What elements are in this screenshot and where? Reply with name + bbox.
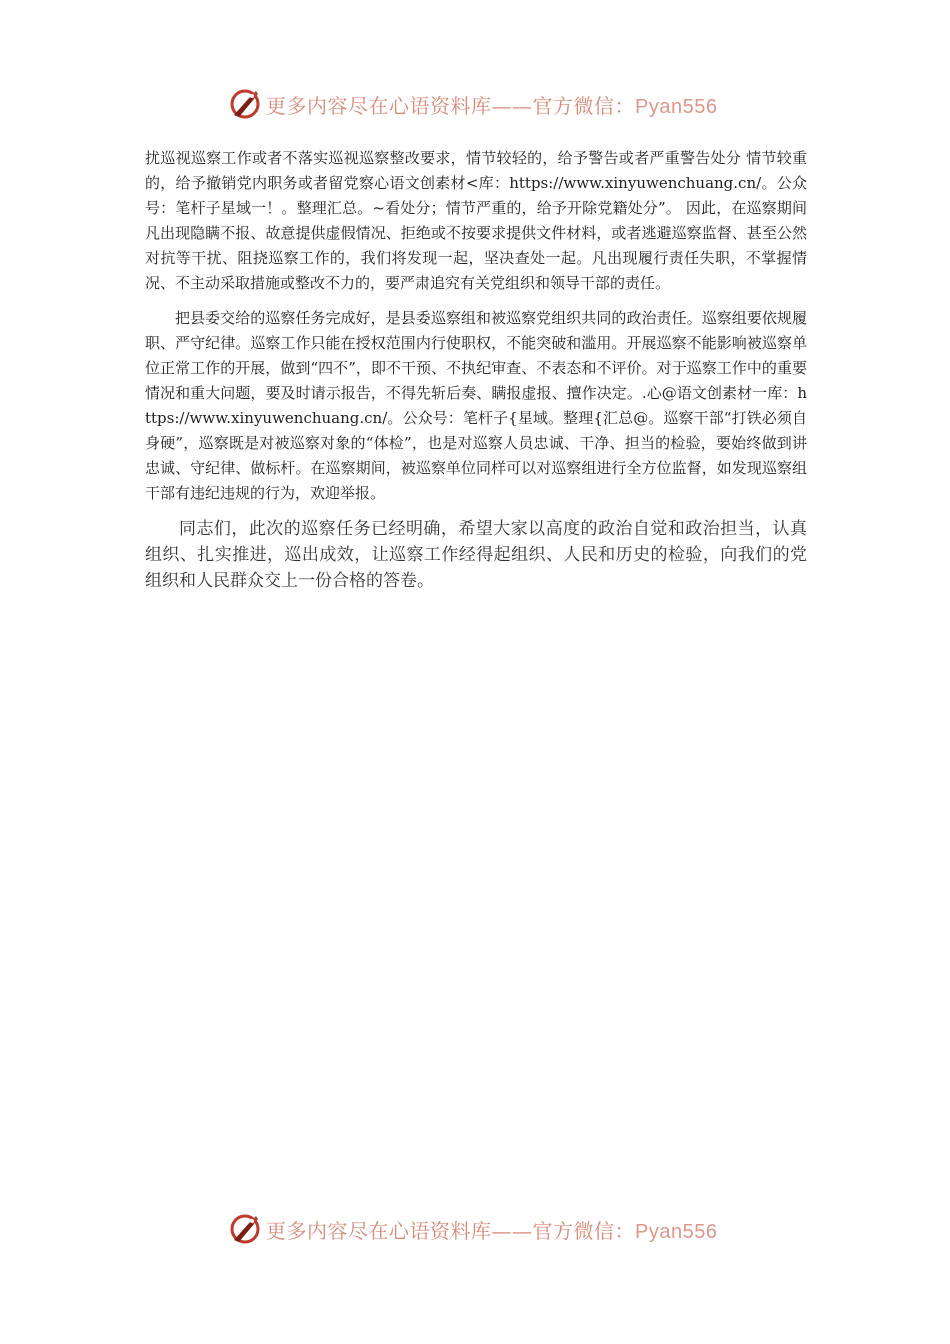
- banner-wechat-label: 官方微信：: [532, 1218, 635, 1243]
- banner-wechat-id: Pyan556: [635, 1220, 718, 1243]
- banner-dash: ——: [491, 1218, 533, 1243]
- paragraph-3: 同志们，此次的巡察任务已经明确，希望大家以高度的政治自觉和政治担当，认真组织、扎实推进，巡出成效，让巡察工作经得起组织、人民和历史的检验，向我们的党组织和人民群众交上一份合格的答卷。: [145, 519, 807, 591]
- banner-wechat-label: 官方微信：: [532, 93, 635, 118]
- banner-wechat-id: Pyan556: [635, 95, 718, 118]
- document-body: [145, 146, 807, 594]
- banner-title: 更多内容尽在心语资料库: [266, 1218, 492, 1243]
- banner-dash: ——: [491, 93, 533, 118]
- banner-title: 更多内容尽在心语资料库: [266, 93, 492, 118]
- header-banner: [228, 84, 748, 124]
- paragraph-1: 扰巡视巡察工作或者不落实巡视巡察整改要求，情节较轻的，给予警告或者严重警告处分 情节较重的，给予撤销党内职务或者留党察心语文创素材<库：https://www.xinyuwenchuang.cn/。公众号：笔杆子星域一！。整理汇总。~看处分；情节严重的，给予开除党籍处分”。 因此，在巡察期间凡出现隐瞒不报、故意提供虚假情况、拒绝或不按要求提供文件材料，或者逃避巡察监督、甚至公然对抗等干扰、阻挠巡察工作的，我们将发现一起，坚决查处一起。凡出现履行责任失职，不掌握情况、不主动采取措施或整改不力的，要严肃追究有关党组织和领导干部的责任。: [145, 149, 807, 292]
- paragraph-2: 把县委交给的巡察任务完成好，是县委巡察组和被巡察党组织共同的政治责任。巡察组要依规履职、严守纪律。巡察工作只能在授权范围内行使职权，不能突破和滥用。开展巡察不能影响被巡察单位正常工作的开展，做到“四不”，即不干预、不执纪审查、不表态和不评价。对于巡察工作中的重要情况和重大问题，要及时请示报告，不得先斩后奏、瞒报虚报、擅作决定。.心@语文创素材一库：https://www.xinyuwenchuang.cn/。公众号：笔杆子{星域。整理{汇总@。巡察干部“打铁必须自身硬”，巡察既是对被巡察对象的“体检”，也是对巡察人员忠诚、干净、担当的检验，要始终做到讲忠诚、守纪律、做标杆。在巡察期间，被巡察单位同样可以对巡察组进行全方位监督，如发现巡察组干部有违纪违规的行为，欢迎举报。: [145, 309, 807, 502]
- banner-text: [266, 90, 717, 119]
- pen-logo-icon: [228, 87, 262, 121]
- pen-logo-icon: [228, 1212, 262, 1246]
- banner-text: [266, 1215, 717, 1244]
- footer-banner: [228, 1209, 748, 1249]
